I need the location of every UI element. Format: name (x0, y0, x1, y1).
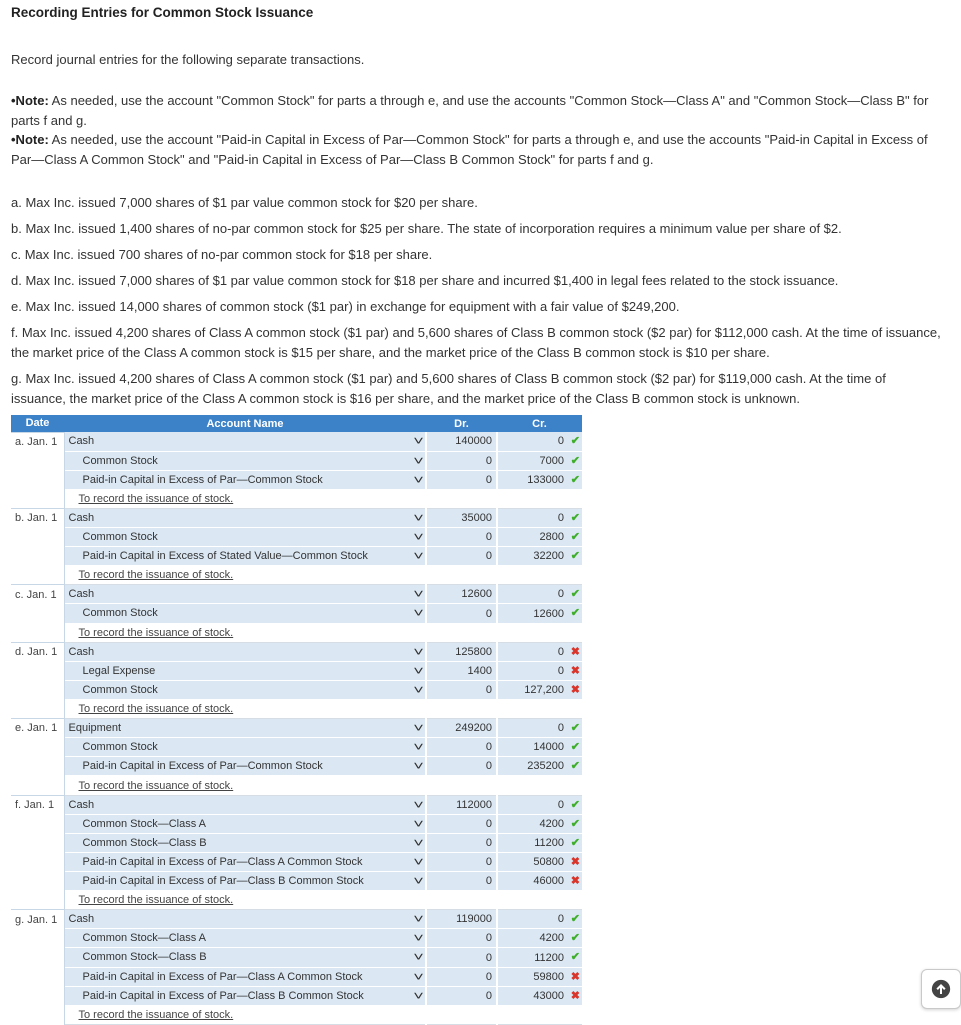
check-icon: ✔ (570, 741, 580, 754)
account-select[interactable] (64, 738, 426, 757)
credit-value: 43000 (533, 989, 564, 1002)
chevron-down-icon[interactable]: ˅ (413, 874, 424, 889)
credit-empty (497, 891, 582, 910)
account-name: Cash (68, 798, 95, 811)
debit-input[interactable]: 0 (426, 852, 497, 871)
credit-input[interactable] (497, 470, 582, 489)
debit-input[interactable]: 0 (426, 948, 497, 967)
x-icon: ✖ (570, 875, 580, 888)
memo-cell (64, 566, 426, 585)
journal-row (11, 948, 582, 967)
debit-empty (426, 489, 497, 508)
account-name: Cash (68, 913, 95, 926)
arrow-up-circle-icon (930, 978, 952, 1000)
journal-row (11, 508, 582, 527)
chevron-down-icon[interactable]: ˅ (413, 510, 424, 525)
credit-empty (497, 489, 582, 508)
chevron-down-icon[interactable]: ˅ (413, 816, 424, 831)
account-select[interactable] (64, 814, 426, 833)
account-select[interactable] (64, 508, 426, 527)
account-select[interactable] (64, 547, 426, 566)
check-icon: ✔ (570, 511, 580, 524)
credit-input[interactable] (497, 451, 582, 470)
credit-value: 50800 (533, 855, 564, 868)
debit-input[interactable]: 140000 (426, 432, 497, 451)
credit-input[interactable] (497, 642, 582, 661)
entry-date-cell (11, 986, 64, 1005)
credit-value: 0 (557, 645, 564, 658)
chevron-down-icon[interactable]: ˅ (413, 663, 424, 678)
account-select[interactable] (64, 967, 426, 986)
account-select[interactable] (64, 833, 426, 852)
journal-row (11, 757, 582, 776)
debit-input[interactable]: 125800 (426, 642, 497, 661)
credit-empty (497, 623, 582, 642)
account-select[interactable] (64, 852, 426, 871)
memo-row (11, 776, 582, 795)
journal-row (11, 585, 582, 604)
account-select[interactable] (64, 661, 426, 680)
credit-value: 133000 (527, 473, 564, 486)
entry-date-cell (11, 929, 64, 948)
chevron-down-icon[interactable]: ˅ (413, 988, 424, 1003)
account-name: Cash (68, 645, 95, 658)
account-select[interactable] (64, 795, 426, 814)
credit-value: 46000 (533, 875, 564, 888)
entry-date: d. Jan. 1 (15, 646, 58, 658)
journal-row (11, 967, 582, 986)
credit-value: 32200 (533, 550, 564, 563)
check-icon: ✔ (570, 473, 580, 486)
journal-row (11, 604, 582, 623)
check-icon: ✔ (570, 607, 580, 620)
account-select[interactable] (64, 872, 426, 891)
credit-value: 11200 (534, 836, 564, 849)
debit-empty (426, 1005, 497, 1024)
debit-input[interactable]: 0 (426, 547, 497, 566)
check-icon: ✔ (570, 913, 580, 926)
memo-row (11, 1005, 582, 1024)
memo-text: To record the issuance of stock. (78, 894, 234, 907)
memo-cell (64, 700, 426, 719)
account-select[interactable] (64, 986, 426, 1005)
entry-date-cell (11, 967, 64, 986)
memo-row (11, 891, 582, 910)
chevron-down-icon[interactable]: ˅ (413, 835, 424, 850)
journal-row (11, 661, 582, 680)
memo-text: To record the issuance of stock. (78, 626, 234, 639)
debit-empty (426, 891, 497, 910)
credit-value: 235200 (527, 760, 564, 773)
entry-date-cell (11, 508, 64, 527)
credit-empty (497, 1005, 582, 1024)
check-icon: ✔ (570, 550, 580, 563)
credit-value: 0 (557, 664, 564, 677)
check-icon: ✔ (570, 454, 580, 467)
journal-row (11, 852, 582, 871)
debit-input[interactable]: 0 (426, 872, 497, 891)
entry-date-cell (11, 719, 64, 738)
entry-date-cell (11, 604, 64, 623)
chevron-down-icon[interactable]: ˅ (413, 472, 424, 487)
chevron-down-icon[interactable]: ˅ (413, 453, 424, 468)
journal-row (11, 680, 582, 699)
credit-value: 0 (557, 435, 564, 448)
account-select[interactable] (64, 432, 426, 451)
account-name: Paid-in Capital in Excess of Par—Common Stock (82, 760, 323, 773)
entry-date-cell (11, 891, 64, 910)
chevron-down-icon[interactable]: ˅ (413, 549, 424, 564)
memo-cell (64, 891, 426, 910)
memo-text: To record the issuance of stock. (78, 492, 234, 505)
entry-date-cell (11, 795, 64, 814)
account-select[interactable] (64, 929, 426, 948)
entry-date-cell (11, 738, 64, 757)
account-name: Common Stock—Class B (82, 951, 207, 964)
credit-input[interactable] (497, 852, 582, 871)
account-name: Paid-in Capital in Excess of Par—Class B Common Stock (82, 989, 364, 1002)
chevron-down-icon[interactable]: ˅ (413, 644, 424, 659)
credit-input[interactable] (497, 929, 582, 948)
debit-input[interactable]: 0 (426, 833, 497, 852)
debit-empty (426, 566, 497, 585)
entry-date: g. Jan. 1 (15, 913, 58, 926)
account-name: Paid-in Capital in Excess of Par—Common Stock (82, 473, 323, 486)
credit-value: 2800 (539, 531, 564, 544)
entry-date-cell (11, 451, 64, 470)
check-icon: ✔ (570, 817, 580, 830)
memo-row (11, 566, 582, 585)
check-icon: ✔ (570, 951, 580, 964)
entry-date-cell (11, 1005, 64, 1024)
entry-date: a. Jan. 1 (15, 435, 58, 448)
header-credit: Cr. (497, 415, 582, 432)
journal-row (11, 738, 582, 757)
journal-row (11, 432, 582, 451)
entry-date-cell (11, 948, 64, 967)
credit-input[interactable] (497, 528, 582, 547)
credit-input[interactable] (497, 872, 582, 891)
credit-input[interactable] (497, 910, 582, 929)
chevron-down-icon[interactable]: ˅ (413, 950, 424, 965)
journal-row (11, 470, 582, 489)
credit-empty (497, 776, 582, 795)
entry-date: b. Jan. 1 (15, 512, 58, 525)
entry-date-cell (11, 910, 64, 929)
account-name: Legal Expense (82, 664, 156, 677)
check-icon: ✔ (570, 760, 580, 773)
entry-date-cell (11, 642, 64, 661)
account-name: Common Stock (82, 683, 158, 696)
transaction-d: d. Max Inc. issued 7,000 shares of $1 par value common stock for $18 per share and incurred $1,400 in legal fees related to the stock issuance. (11, 273, 839, 288)
entry-date-cell (11, 585, 64, 604)
credit-value: 14000 (533, 741, 564, 754)
debit-input[interactable]: 249200 (426, 719, 497, 738)
journal-row (11, 795, 582, 814)
credit-empty (497, 700, 582, 719)
journal-entries (11, 432, 582, 1024)
table-header-row (11, 415, 582, 432)
journal-row (11, 910, 582, 929)
chevron-down-icon[interactable]: ˅ (413, 587, 424, 602)
instructions-text: Record journal entries for the following separate transactions. (11, 52, 365, 67)
entry-date: f. Jan. 1 (15, 798, 55, 811)
memo-text: To record the issuance of stock. (78, 1008, 234, 1021)
transaction-e: e. Max Inc. issued 14,000 shares of common stock ($1 par) in exchange for equipment with a fair value of $249,200. (11, 299, 680, 314)
transaction-g: g. Max Inc. issued 4,200 shares of Class A common stock ($1 par) and 5,600 shares of Class B common stock ($2 par) for $119,000 cash. At the time of issuance, the market price of the Class A common stock is $16 per share, and the market price of the Class B common stock is unknown. (11, 371, 886, 406)
journal-row (11, 719, 582, 738)
debit-input[interactable]: 0 (426, 738, 497, 757)
check-icon: ✔ (570, 531, 580, 544)
credit-input[interactable] (497, 986, 582, 1005)
memo-cell (64, 1005, 426, 1024)
account-select[interactable] (64, 642, 426, 661)
entry-date-cell (11, 833, 64, 852)
credit-input[interactable] (497, 967, 582, 986)
memo-text: To record the issuance of stock. (78, 779, 234, 792)
account-name: Common Stock—Class A (82, 817, 206, 830)
chevron-down-icon[interactable]: ˅ (413, 606, 424, 621)
transaction-f: f. Max Inc. issued 4,200 shares of Class A common stock ($1 par) and 5,600 shares of Class B common stock ($2 par) for $112,000 cash. At the time of issuance, the market price of the Class A common stock is $15 per share, and the market price of the Class B common stock is $10 per share. (11, 325, 941, 360)
memo-cell (64, 776, 426, 795)
credit-value: 0 (557, 511, 564, 524)
memo-row (11, 700, 582, 719)
chevron-down-icon[interactable]: ˅ (413, 740, 424, 755)
x-icon: ✖ (570, 989, 580, 1002)
credit-input[interactable] (497, 757, 582, 776)
credit-input[interactable] (497, 604, 582, 623)
entry-date: e. Jan. 1 (15, 722, 58, 735)
header-debit: Dr. (426, 415, 497, 432)
note-text: As needed, use the account "Common Stock" for parts a through e, and use the accounts "Common Stock—Class A" and "Common Stock—Class B" for parts f and g. (11, 93, 929, 128)
memo-cell (64, 489, 426, 508)
scroll-to-top-button[interactable] (921, 969, 961, 1009)
entry-date-cell (11, 528, 64, 547)
account-select[interactable] (64, 757, 426, 776)
x-icon: ✖ (570, 645, 580, 658)
entry-date: c. Jan. 1 (15, 588, 57, 601)
check-icon: ✔ (570, 722, 580, 735)
chevron-down-icon[interactable]: ˅ (413, 530, 424, 545)
account-name: Common Stock (82, 454, 158, 467)
account-name: Equipment (68, 722, 122, 735)
credit-value: 0 (557, 722, 564, 735)
credit-value: 7000 (539, 454, 564, 467)
entry-date-cell (11, 814, 64, 833)
transaction-b: b. Max Inc. issued 1,400 shares of no-par common stock for $25 per share. The state of incorporation requires a minimum value per share of $2. (11, 221, 842, 236)
journal-row (11, 814, 582, 833)
debit-empty (426, 776, 497, 795)
credit-input[interactable] (497, 738, 582, 757)
credit-empty (497, 566, 582, 585)
account-name: Paid-in Capital in Excess of Par—Class A Common Stock (82, 970, 363, 983)
check-icon: ✔ (570, 798, 580, 811)
debit-input[interactable]: 0 (426, 528, 497, 547)
entry-date-cell (11, 872, 64, 891)
chevron-down-icon[interactable]: ˅ (413, 912, 424, 927)
journal-row (11, 547, 582, 566)
x-icon: ✖ (570, 683, 580, 696)
account-name: Cash (68, 435, 95, 447)
journal-row (11, 833, 582, 852)
account-name: Paid-in Capital in Excess of Stated Value—Common Stock (82, 550, 368, 563)
account-name: Common Stock (82, 607, 158, 620)
debit-input[interactable]: 119000 (426, 910, 497, 929)
entry-date-cell (11, 852, 64, 871)
debit-input[interactable]: 0 (426, 680, 497, 699)
credit-value: 0 (557, 913, 564, 926)
check-icon: ✔ (570, 435, 580, 447)
account-name: Cash (68, 588, 95, 601)
credit-input[interactable] (497, 948, 582, 967)
credit-input[interactable] (497, 795, 582, 814)
x-icon: ✖ (570, 970, 580, 983)
journal-row (11, 528, 582, 547)
debit-input[interactable]: 0 (426, 986, 497, 1005)
journal-row (11, 929, 582, 948)
journal-row (11, 872, 582, 891)
journal-entry-table (11, 415, 582, 1025)
credit-input[interactable] (497, 547, 582, 566)
credit-value: 0 (557, 798, 564, 811)
account-name: Common Stock—Class A (82, 932, 206, 945)
note-bullet: •Note: (11, 132, 49, 147)
journal-row (11, 986, 582, 1005)
chevron-down-icon[interactable]: ˅ (413, 797, 424, 812)
account-select[interactable] (64, 680, 426, 699)
transaction-c: c. Max Inc. issued 700 shares of no-par common stock for $18 per share. (11, 247, 433, 262)
account-name: Paid-in Capital in Excess of Par—Class B Common Stock (82, 875, 364, 888)
debit-input[interactable]: 0 (426, 470, 497, 489)
debit-input[interactable]: 0 (426, 451, 497, 470)
note-common-stock (11, 91, 951, 130)
credit-input[interactable] (497, 814, 582, 833)
entry-date-cell (11, 680, 64, 699)
chevron-down-icon[interactable]: ˅ (413, 682, 424, 697)
debit-input[interactable]: 0 (426, 967, 497, 986)
note-bullet: •Note: (11, 93, 49, 108)
debit-input[interactable]: 112000 (426, 795, 497, 814)
credit-input[interactable] (497, 719, 582, 738)
chevron-down-icon[interactable]: ˅ (413, 854, 424, 869)
entry-date-cell (11, 700, 64, 719)
chevron-down-icon[interactable]: ˅ (413, 721, 424, 736)
credit-value: 59800 (533, 970, 564, 983)
memo-row (11, 489, 582, 508)
entry-date-cell (11, 623, 64, 642)
chevron-down-icon[interactable]: ˅ (413, 931, 424, 946)
memo-cell (64, 623, 426, 642)
account-select[interactable] (64, 585, 426, 604)
entry-date-cell (11, 566, 64, 585)
debit-empty (426, 700, 497, 719)
credit-input[interactable] (497, 508, 582, 527)
credit-value: 11200 (534, 951, 564, 964)
note-text: As needed, use the account "Paid-in Capital in Excess of Par—Common Stock" for parts a through e, and use the accounts "Paid-in Capital in Excess of Par—Class A Common Stock" and "Paid-in Capital in Excess of Par—Class B Common Stock" for parts f and g. (11, 132, 928, 167)
entry-date-cell (11, 432, 64, 451)
check-icon: ✔ (570, 836, 580, 849)
x-icon: ✖ (570, 855, 580, 868)
account-name: Paid-in Capital in Excess of Par—Class A Common Stock (82, 855, 363, 868)
page-title: Recording Entries for Common Stock Issuance (11, 5, 314, 20)
debit-input[interactable]: 0 (426, 604, 497, 623)
debit-input[interactable]: 1400 (426, 661, 497, 680)
notes-section (11, 91, 951, 169)
journal-row (11, 642, 582, 661)
debit-empty (426, 623, 497, 642)
account-select[interactable] (64, 528, 426, 547)
credit-input[interactable] (497, 680, 582, 699)
header-date: Date (11, 415, 64, 432)
credit-value: 4200 (539, 817, 564, 830)
header-account-name: Account Name (64, 415, 426, 432)
credit-value: 4200 (539, 932, 564, 945)
credit-input[interactable] (497, 833, 582, 852)
account-select[interactable] (64, 910, 426, 929)
chevron-down-icon[interactable]: ˅ (413, 969, 424, 984)
x-icon: ✖ (570, 664, 580, 677)
note-paid-in-capital (11, 130, 951, 169)
credit-input[interactable] (497, 661, 582, 680)
entry-date-cell (11, 776, 64, 795)
account-select[interactable] (64, 470, 426, 489)
account-name: Common Stock (82, 531, 158, 544)
credit-value: 0 (557, 588, 564, 601)
entry-date-cell (11, 470, 64, 489)
memo-row (11, 623, 582, 642)
account-name: Common Stock—Class B (82, 836, 207, 849)
account-name: Common Stock (82, 741, 158, 754)
account-name: Cash (68, 511, 95, 524)
account-select[interactable] (64, 948, 426, 967)
debit-input[interactable]: 0 (426, 929, 497, 948)
entry-date-cell (11, 489, 64, 508)
memo-text: To record the issuance of stock. (78, 569, 234, 582)
credit-value: 127,200 (524, 683, 564, 696)
debit-input[interactable]: 35000 (426, 508, 497, 527)
credit-input[interactable] (497, 585, 582, 604)
journal-row (11, 451, 582, 470)
debit-input[interactable]: 12600 (426, 585, 497, 604)
account-select[interactable] (64, 451, 426, 470)
account-select[interactable] (64, 719, 426, 738)
account-select[interactable] (64, 604, 426, 623)
debit-input[interactable]: 0 (426, 757, 497, 776)
memo-text: To record the issuance of stock. (78, 703, 234, 716)
transaction-a: a. Max Inc. issued 7,000 shares of $1 par value common stock for $20 per share. (11, 195, 478, 210)
credit-input[interactable] (497, 432, 582, 451)
credit-value: 12600 (533, 607, 564, 620)
chevron-down-icon[interactable]: ˅ (413, 759, 424, 774)
chevron-down-icon[interactable]: ˅ (413, 434, 424, 448)
check-icon: ✔ (570, 588, 580, 601)
entry-date-cell (11, 661, 64, 680)
check-icon: ✔ (570, 932, 580, 945)
entry-date-cell (11, 547, 64, 566)
entry-date-cell (11, 757, 64, 776)
debit-input[interactable]: 0 (426, 814, 497, 833)
